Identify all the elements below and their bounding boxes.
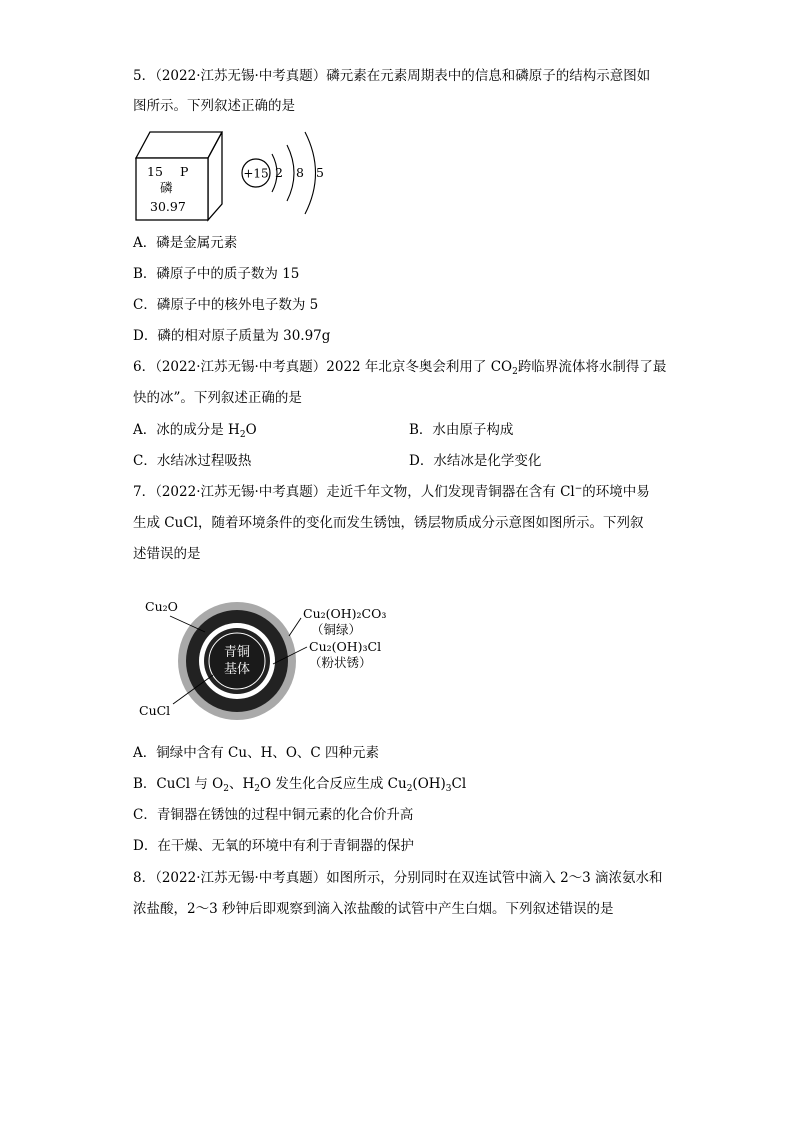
q6-option-b: B．水由原子构成 [409,422,514,438]
q5-option-c: C．磷原子中的核外电子数为 5 [133,297,319,313]
q7-stem-line3: 述错误的是 [133,546,201,562]
q5-figure [130,122,340,226]
bronze-core [209,633,265,689]
q5-option-d: D．磷的相对原子质量为 30.97g [133,328,331,344]
q7-option-b: B．CuCl 与 $O_2$、$H_2O$ 发生化合反应生成 $Cu_2(OH)_3Cl$ [133,776,467,794]
q6-option-d: D．水结冰是化学变化 [409,453,542,469]
shell-3-electrons: 5 [316,165,324,180]
q6-option-a: A．冰的成分是 $H_2O$ [133,422,257,440]
core-label-line1: 青铜 [223,645,251,660]
label-cu2o: Cu₂O [145,599,178,614]
q7-stem-line2: 生成 CuCl，随着环境条件的变化而发生锈蚀，锈层物质成分示意图如图所示。下列叙 [133,515,644,531]
q7-stem-line1: 7．（2022·江苏无锡·中考真题）走近千年文物，人们发现青铜器在含有 Cl−的环境中易 [133,484,650,500]
q5-stem-line2: 图所示。下列叙述正确的是 [133,98,295,114]
label-fenzhuangxiu: （粉状锈） [309,655,372,670]
q7-option-a: A．铜绿中含有 Cu、H、O、C 四种元素 [133,745,380,761]
q8-stem-line2: 浓盐酸，2～3 秒钟后即观察到滴入浓盐酸的试管中产生白烟。下列叙述错误的是 [133,901,614,917]
q6-option-c: C．水结冰过程吸热 [133,453,252,469]
element-name: 磷 [160,180,173,195]
shell-1-electrons: 2 [275,165,283,180]
shell-3-arc [305,132,316,214]
element-symbol: P [180,164,189,179]
q6-stem-line1: 6．（2022·江苏无锡·中考真题）2022 年北京冬奥会利用了 $CO_2$跨临界流体将水制得了最 [133,359,667,377]
q8-stem-line1: 8．（2022·江苏无锡·中考真题）如图所示，分别同时在双连试管中滴入 2～3 滴浓氨水和 [133,870,663,886]
q6-stem-line2: 快的冰”。下列叙述正确的是 [133,390,302,406]
label-cu2-oh3-cl: Cu₂(OH)₃Cl [309,639,382,654]
label-cu2-oh2-co3: Cu₂(OH)₂CO₃ [303,606,387,621]
leader-tongly [289,618,301,636]
q5-option-b: B．磷原子中的质子数为 15 [133,266,300,282]
cube-side [208,132,222,220]
label-cucl: CuCl [139,703,171,718]
cube-top [136,132,222,158]
core-label-line2: 基体 [223,662,251,677]
q7-option-c: C．青铜器在锈蚀的过程中铜元素的化合价升高 [133,807,414,823]
nucleus-charge: +15 [243,166,269,181]
q7-figure [135,592,405,727]
shell-2-electrons: 8 [296,165,304,180]
atomic-number: 15 [147,164,163,179]
q5-stem-line1: 5．（2022·江苏无锡·中考真题）磷元素在元素周期表中的信息和磷原子的结构示意图如 [133,68,651,84]
label-tonglv: （铜绿） [311,622,362,637]
q5-option-a: A．磷是金属元素 [133,235,238,251]
shell-2-arc [287,145,294,201]
q7-option-d: D．在干燥、无氧的环境中有利于青铜器的保护 [133,838,414,854]
atomic-mass: 30.97 [150,199,186,214]
